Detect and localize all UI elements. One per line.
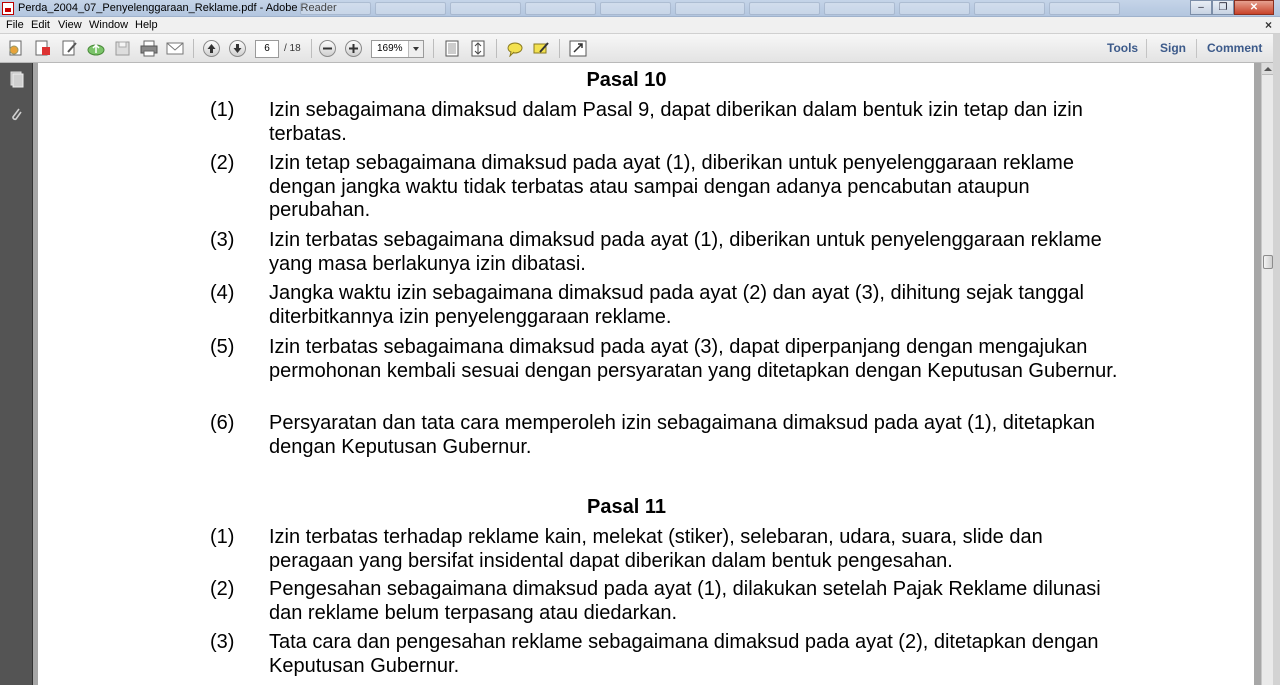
clause-text: Persyaratan dan tata cara memperoleh izin sebagaimana dimaksud pada ayat (1), ditetapkan dengan Keputusan Gubernur. (269, 412, 1096, 458)
edit-pdf-icon[interactable] (61, 40, 79, 57)
menu-help[interactable]: Help (135, 19, 158, 31)
zoom-in-button[interactable] (345, 40, 362, 57)
clause-number: (3) (210, 229, 235, 251)
close-window-button[interactable]: ✕ (1234, 0, 1274, 15)
scrollbar-thumb[interactable] (1263, 255, 1273, 269)
zoom-select[interactable] (371, 40, 424, 58)
clause-number: (4) (210, 282, 235, 304)
title-bar (0, 0, 1280, 17)
navigation-panel (0, 63, 33, 685)
clause-text: Jangka waktu izin sebagaimana dimaksud pada ayat (2) dan ayat (3), dihitung sejak tanggal diterbitkannya izin penyelenggaraan reklame. (269, 282, 1084, 328)
zoom-out-button[interactable] (319, 40, 336, 57)
clause-number: (1) (210, 526, 235, 548)
clause-text: Izin tetap sebagaimana dimaksud pada ayat (1), diberikan untuk penyelenggaraan reklame dengan jangka waktu tidak terbatas atau sampai dengan adanya pencabutan ataupun perubahan. (269, 152, 1074, 221)
clause-text: Tata cara dan pengesahan reklame sebagaimana dimaksud pada ayat (2), ditetapkan dengan Keputusan Gubernur. (269, 631, 1099, 677)
comment-tab[interactable]: Comment (1207, 41, 1263, 55)
print-icon[interactable] (140, 40, 158, 57)
comment-icon[interactable] (506, 40, 524, 57)
email-icon[interactable] (166, 40, 184, 57)
create-pdf-icon[interactable] (8, 40, 26, 57)
cloud-upload-icon[interactable] (87, 40, 105, 57)
menu-window[interactable]: Window (89, 19, 129, 31)
window-title: Perda_2004_07_Penyelenggaraan_Reklame.pdf - Adobe Reader (18, 2, 337, 14)
fit-page-icon[interactable] (443, 40, 461, 57)
minimize-button[interactable]: – (1190, 0, 1212, 15)
menu-view[interactable]: View (58, 19, 82, 31)
previous-page-button[interactable] (203, 40, 220, 57)
toolbar (0, 34, 1280, 63)
page-number-input[interactable]: 6 (255, 40, 279, 58)
window-frame-edge (1273, 34, 1280, 685)
clause-text: Izin terbatas sebagaimana dimaksud pada ayat (1), diberikan untuk penyelenggaraan reklame yang masa berlakunya izin dibatasi. (269, 229, 1102, 275)
attachments-paperclip-icon[interactable] (8, 106, 25, 123)
zoom-value: 169% (377, 43, 403, 54)
clause-text: Izin terbatas terhadap reklame kain, melekat (stiker), selebaran, udara, suara, slide dan peragaan yang bersifat insidental dapat diberikan dalam bentuk pengesahan. (269, 526, 1043, 572)
scrolling-mode-icon[interactable] (469, 40, 487, 57)
taskbar-background (300, 2, 1120, 16)
clause-text: Izin terbatas sebagaimana dimaksud pada ayat (3), dapat diperpanjang dengan mengajukan permohonan kembali sesuai dengan persyaratan yang ditetapkan dengan Keputusan Gubernur. (269, 336, 1118, 382)
section-heading: Pasal 11 (587, 496, 666, 518)
menu-edit[interactable]: Edit (31, 19, 50, 31)
menu-bar (0, 17, 1280, 34)
tools-tab[interactable]: Tools (1107, 41, 1139, 55)
pdf-app-icon (2, 2, 14, 15)
pdf-convert-icon[interactable] (34, 40, 52, 57)
clause-number: (3) (210, 631, 235, 653)
next-page-button[interactable] (229, 40, 246, 57)
menu-file[interactable]: File (6, 19, 24, 31)
clause-number: (5) (210, 336, 235, 358)
clause-number: (1) (210, 99, 235, 121)
page-total: / 18 (284, 43, 301, 54)
clause-number: (2) (210, 152, 235, 174)
clause-text: Pengesahan sebagaimana dimaksud pada ayat (1), dilakukan setelah Pajak Reklame dilunasi dan reklame belum terpasang atau diedarkan. (269, 578, 1101, 624)
clause-number: (6) (210, 412, 235, 434)
close-document-icon[interactable]: × (1264, 18, 1272, 32)
clause-number: (2) (210, 578, 235, 600)
save-icon[interactable] (114, 40, 132, 57)
fullscreen-icon[interactable] (569, 40, 587, 57)
vertical-scrollbar[interactable] (1261, 63, 1273, 685)
restore-button[interactable]: ❐ (1212, 0, 1234, 15)
section-heading: Pasal 10 (586, 69, 667, 91)
chevron-down-icon[interactable] (408, 41, 423, 57)
sign-tab[interactable]: Sign (1160, 41, 1186, 55)
clause-text: Izin sebagaimana dimaksud dalam Pasal 9, dapat diberikan dalam bentuk izin tetap dan izin terbatas. (269, 99, 1083, 145)
highlight-icon[interactable] (532, 40, 550, 57)
